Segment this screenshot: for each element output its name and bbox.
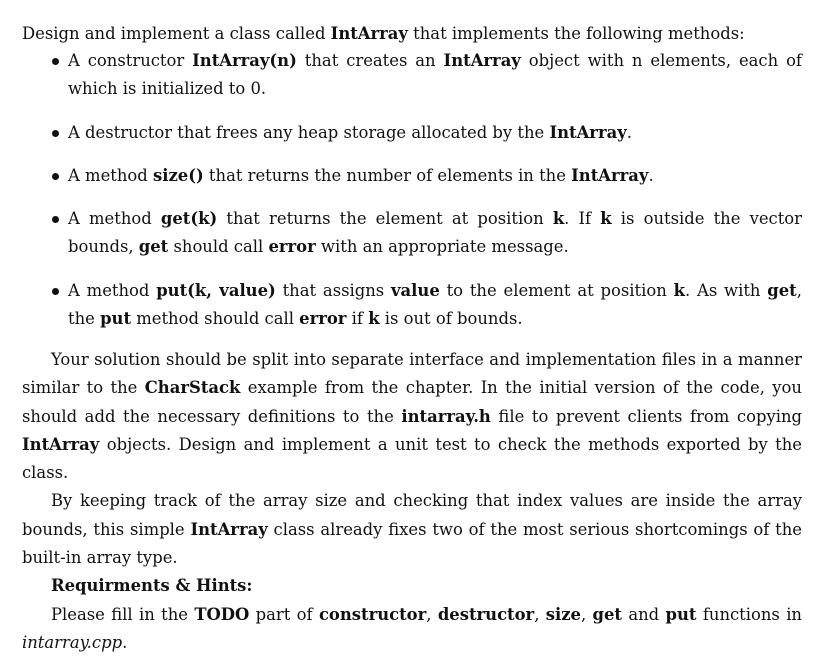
bullet-icon — [52, 130, 59, 137]
code-term: put — [665, 604, 697, 624]
text: and — [621, 604, 666, 624]
text: is outside the vector bounds, — [68, 209, 803, 257]
text: A destructor that frees any heap storage allocated by the — [68, 122, 550, 142]
text: example from the chapter. In the initial version of the code, you should add the necessary definitions to the — [22, 378, 802, 426]
code-term: size() — [153, 165, 204, 185]
bullet-icon — [52, 288, 59, 295]
code-term: constructor — [318, 604, 427, 624]
text: A method — [68, 280, 157, 300]
text: . — [626, 122, 632, 142]
code-term: get — [138, 237, 169, 257]
code-term: IntArray — [190, 519, 268, 539]
code-term: size — [545, 604, 581, 624]
text: A method — [68, 209, 161, 229]
code-term: TODO — [194, 604, 250, 624]
code-term: k — [673, 280, 685, 300]
code-term: k — [600, 209, 612, 229]
text: that assigns — [275, 280, 392, 300]
hints-paragraph — [22, 601, 802, 657]
code-term: put — [100, 309, 132, 329]
code-term: get(k) — [160, 209, 218, 229]
text: object with n elements, each of which is initialized to 0. — [68, 51, 803, 99]
text: to the element at position — [439, 280, 674, 300]
text: By keeping track of the array size and checking that index values are inside the array bounds, this simple — [22, 491, 802, 539]
text: , — [580, 604, 593, 624]
intro-paragraph — [22, 20, 802, 48]
file-name: intarray.cpp — [22, 632, 123, 652]
list-item-put — [22, 277, 802, 334]
text: functions in — [696, 604, 802, 624]
text: , the — [68, 280, 802, 329]
code-term: error — [299, 309, 347, 329]
text: . If — [564, 209, 601, 229]
text: method should call — [131, 309, 300, 329]
text: objects. Design and implement a unit test to check the methods exported by the class. — [22, 434, 802, 483]
text: that returns the element at position — [217, 209, 553, 229]
text: with an appropriate message. — [315, 237, 569, 257]
bullet-icon — [52, 173, 59, 180]
bullet-icon — [52, 58, 59, 65]
text: A method — [68, 165, 154, 185]
text: that returns the number of elements in the — [203, 165, 572, 185]
code-term: IntArray — [443, 51, 521, 70]
solution-paragraph — [22, 346, 802, 487]
text: . — [648, 165, 654, 185]
class-name: IntArray — [330, 24, 408, 44]
code-term: k — [368, 309, 380, 329]
text: . — [122, 632, 128, 652]
list-item-size — [22, 162, 802, 190]
code-term: IntArray — [22, 434, 100, 454]
code-term: get — [767, 280, 797, 300]
text: that creates an — [296, 51, 444, 70]
text: file to prevent clients from copying — [490, 406, 802, 426]
text: A constructor — [68, 51, 193, 70]
list-item-destructor — [22, 119, 802, 147]
list-item-constructor — [22, 47, 802, 104]
intro-text-end: that implements the following methods: — [407, 24, 745, 44]
file-name: intarray.h — [401, 406, 491, 426]
text: class already fixes two of the most serious shortcomings of the built-in array type. — [22, 519, 802, 568]
code-term: IntArray(n) — [192, 51, 297, 70]
text: Please fill in the — [51, 604, 195, 624]
code-term: IntArray — [549, 122, 627, 142]
code-term: CharStack — [144, 378, 241, 398]
code-term: k — [552, 209, 565, 229]
text: . As with — [684, 280, 768, 300]
code-term: IntArray — [571, 165, 649, 185]
text: , — [534, 604, 546, 624]
text: if — [346, 309, 369, 329]
code-term: destructor — [437, 604, 535, 624]
code-term: value — [391, 280, 440, 300]
lower-section — [22, 346, 802, 657]
text: , — [426, 604, 438, 624]
bullet-icon — [52, 216, 59, 223]
text: part of — [249, 604, 319, 624]
code-term: put(k, value) — [156, 280, 276, 300]
list-item-get — [22, 205, 802, 262]
requirements-heading: Requirments & Hints: — [51, 576, 253, 596]
method-list — [22, 47, 802, 348]
motivation-paragraph — [22, 487, 802, 572]
text: should call — [168, 237, 269, 257]
intro-text: Design and implement a class called — [22, 24, 331, 44]
text: Your solution should be split into separate interface and implementation files in a manner similar to the — [22, 350, 802, 398]
code-term: get — [592, 604, 622, 624]
code-term: error — [268, 237, 316, 257]
text: is out of bounds. — [379, 309, 523, 329]
